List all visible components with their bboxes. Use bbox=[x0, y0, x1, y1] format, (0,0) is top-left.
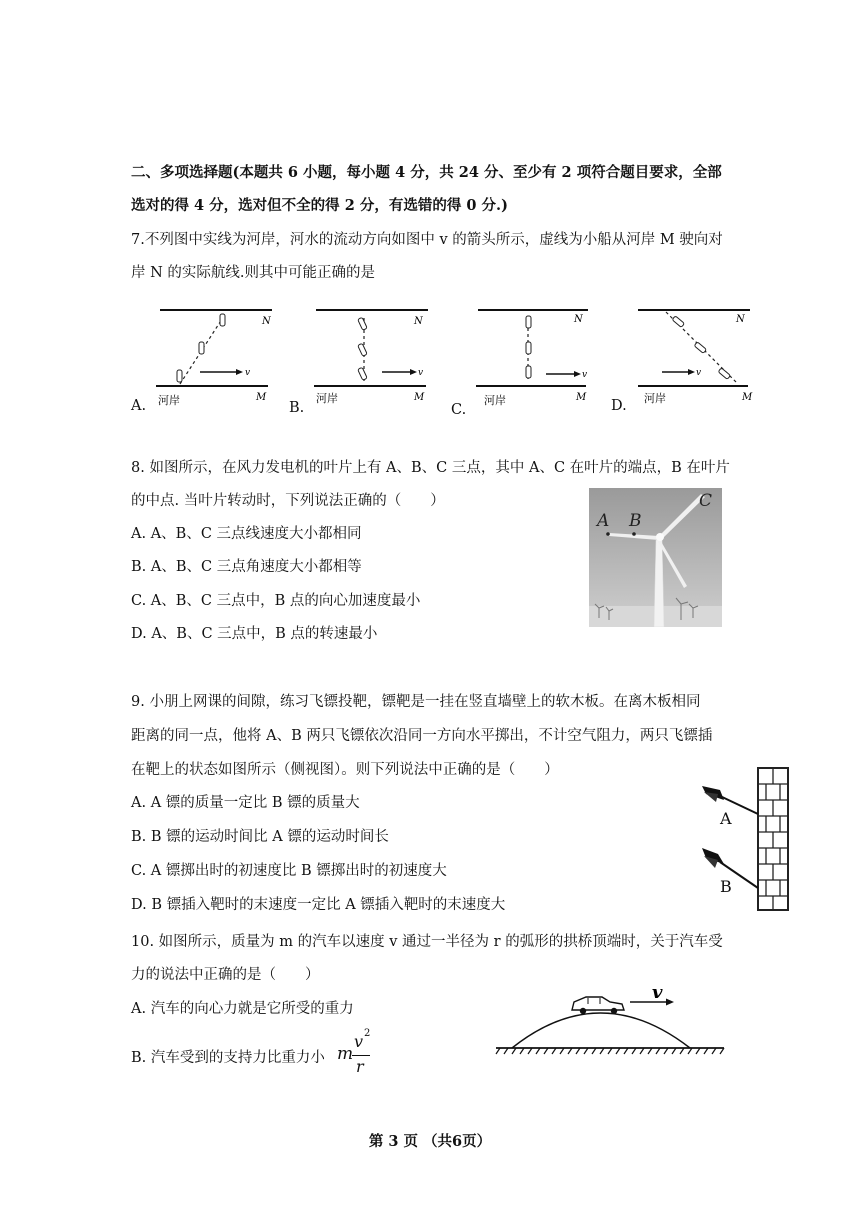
section-title-line1: 二、多项选择题(本题共 6 小题，每小题 4 分，共 24 分、至少有 2 项符合题目要求，全部 bbox=[131, 164, 722, 181]
q7-d-m-label: M bbox=[742, 392, 753, 403]
page-footer: 第 3 页 （共6页） bbox=[368, 1133, 492, 1150]
q8-option-a: A. A、B、C 三点线速度大小都相同 bbox=[131, 526, 362, 542]
dart-wall-figure bbox=[698, 764, 794, 914]
dart-label-a: A bbox=[720, 809, 732, 828]
q7-c-n-label: N bbox=[574, 314, 583, 325]
q9-stem-line3: 在靶上的状态如图所示（侧视图）。则下列说法中正确的是（ ） bbox=[131, 762, 559, 778]
q7-d-v-label: v bbox=[696, 368, 702, 378]
q9-stem-line1: 9. 小朋上网课的间隙，练习飞镖投靶，镖靶是一挂在竖直墙壁上的软木板。在离木板相同 bbox=[131, 694, 701, 710]
q8-stem-line1: 8. 如图所示，在风力发电机的叶片上有 A、B、C 三点，其中 A、C 在叶片的端点，B 在叶片 bbox=[131, 460, 730, 476]
q9-option-c: C. A 镖掷出时的初速度比 B 镖掷出时的初速度大 bbox=[131, 863, 447, 879]
q10-option-b: B. 汽车受到的支持力比重力小 bbox=[131, 1050, 325, 1066]
q7-b-n-label: N bbox=[414, 316, 423, 327]
q8-option-d: D. A、B、C 三点中，B 点的转速最小 bbox=[131, 626, 378, 642]
q7-b-bank-label: 河岸 bbox=[316, 392, 338, 405]
wind-turbine-figure bbox=[589, 488, 722, 627]
q9-option-d: D. B 镖插入靶时的末速度一定比 A 镖插入靶时的末速度大 bbox=[131, 897, 506, 913]
q7-option-b: B. bbox=[289, 400, 305, 416]
q7-c-m-label: M bbox=[576, 392, 587, 403]
q9-stem-line2: 距离的同一点，他将 A、B 两只飞镖依次沿同一方向水平掷出，不计空气阻力，两只飞镖插 bbox=[131, 728, 713, 744]
arch-bridge-figure bbox=[490, 980, 730, 1060]
turbine-label-c: C bbox=[699, 491, 713, 511]
q9-option-b: B. B 镖的运动时间比 A 镖的运动时间长 bbox=[131, 829, 389, 845]
q7-figure-b bbox=[310, 302, 445, 408]
q7-c-bank-label: 河岸 bbox=[484, 394, 506, 407]
q7-option-d: D. bbox=[611, 398, 627, 414]
car-icon bbox=[572, 997, 624, 1014]
q7-a-m-label: M bbox=[256, 392, 267, 403]
q8-stem-line2: 的中点. 当叶片转动时，下列说法正确的（ ） bbox=[131, 493, 445, 509]
q7-c-v-label: v bbox=[582, 370, 588, 380]
q7-option-c: C. bbox=[451, 402, 467, 418]
turbine-label-b: B bbox=[629, 511, 642, 531]
q10-formula bbox=[337, 1028, 377, 1078]
q10-stem-line1: 10. 如图所示，质量为 m 的汽车以速度 v 通过一半径为 r 的弧形的拱桥顶端时，关于汽车受 bbox=[131, 934, 723, 950]
q7-figure-c bbox=[470, 302, 605, 408]
turbine-label-a: A bbox=[597, 511, 610, 531]
formula-numerator: v bbox=[354, 1032, 364, 1051]
q10-option-a: A. 汽车的向心力就是它所受的重力 bbox=[131, 1001, 354, 1017]
formula-exponent: 2 bbox=[364, 1028, 371, 1039]
q7-stem-line2: 岸 N 的实际航线.则其中可能正确的是 bbox=[131, 265, 376, 281]
q7-a-v-label: v bbox=[245, 368, 251, 378]
q8-option-b: B. A、B、C 三点角速度大小都相等 bbox=[131, 559, 362, 575]
q7-a-bank-label: 河岸 bbox=[158, 394, 180, 407]
q7-option-a: A. bbox=[131, 398, 147, 414]
q7-figure-a bbox=[150, 302, 285, 408]
dart-label-b: B bbox=[720, 877, 732, 896]
q10-stem-line2: 力的说法中正确的是（ ） bbox=[131, 967, 320, 983]
q8-option-c: C. A、B、C 三点中，B 点的向心加速度最小 bbox=[131, 593, 421, 609]
q7-a-n-label: N bbox=[262, 316, 271, 327]
formula-denominator: r bbox=[356, 1057, 364, 1076]
q7-b-m-label: M bbox=[414, 392, 425, 403]
section-title-line2: 选对的得 4 分，选对但不全的得 2 分，有选错的得 0 分.) bbox=[131, 197, 508, 214]
q7-b-v-label: v bbox=[418, 368, 424, 378]
q7-stem-line1: 7.不列图中实线为河岸，河水的流动方向如图中 v 的箭头所示，虚线为小船从河岸 M 驶向对 bbox=[131, 232, 723, 248]
car-velocity-label: v bbox=[652, 982, 663, 1003]
q7-d-bank-label: 河岸 bbox=[644, 392, 666, 405]
q7-d-n-label: N bbox=[736, 314, 745, 325]
formula-m: m bbox=[337, 1044, 354, 1064]
q7-figure-d bbox=[632, 302, 762, 408]
q9-option-a: A. A 镖的质量一定比 B 镖的质量大 bbox=[131, 795, 360, 811]
formula-fraction-bar bbox=[352, 1055, 370, 1056]
